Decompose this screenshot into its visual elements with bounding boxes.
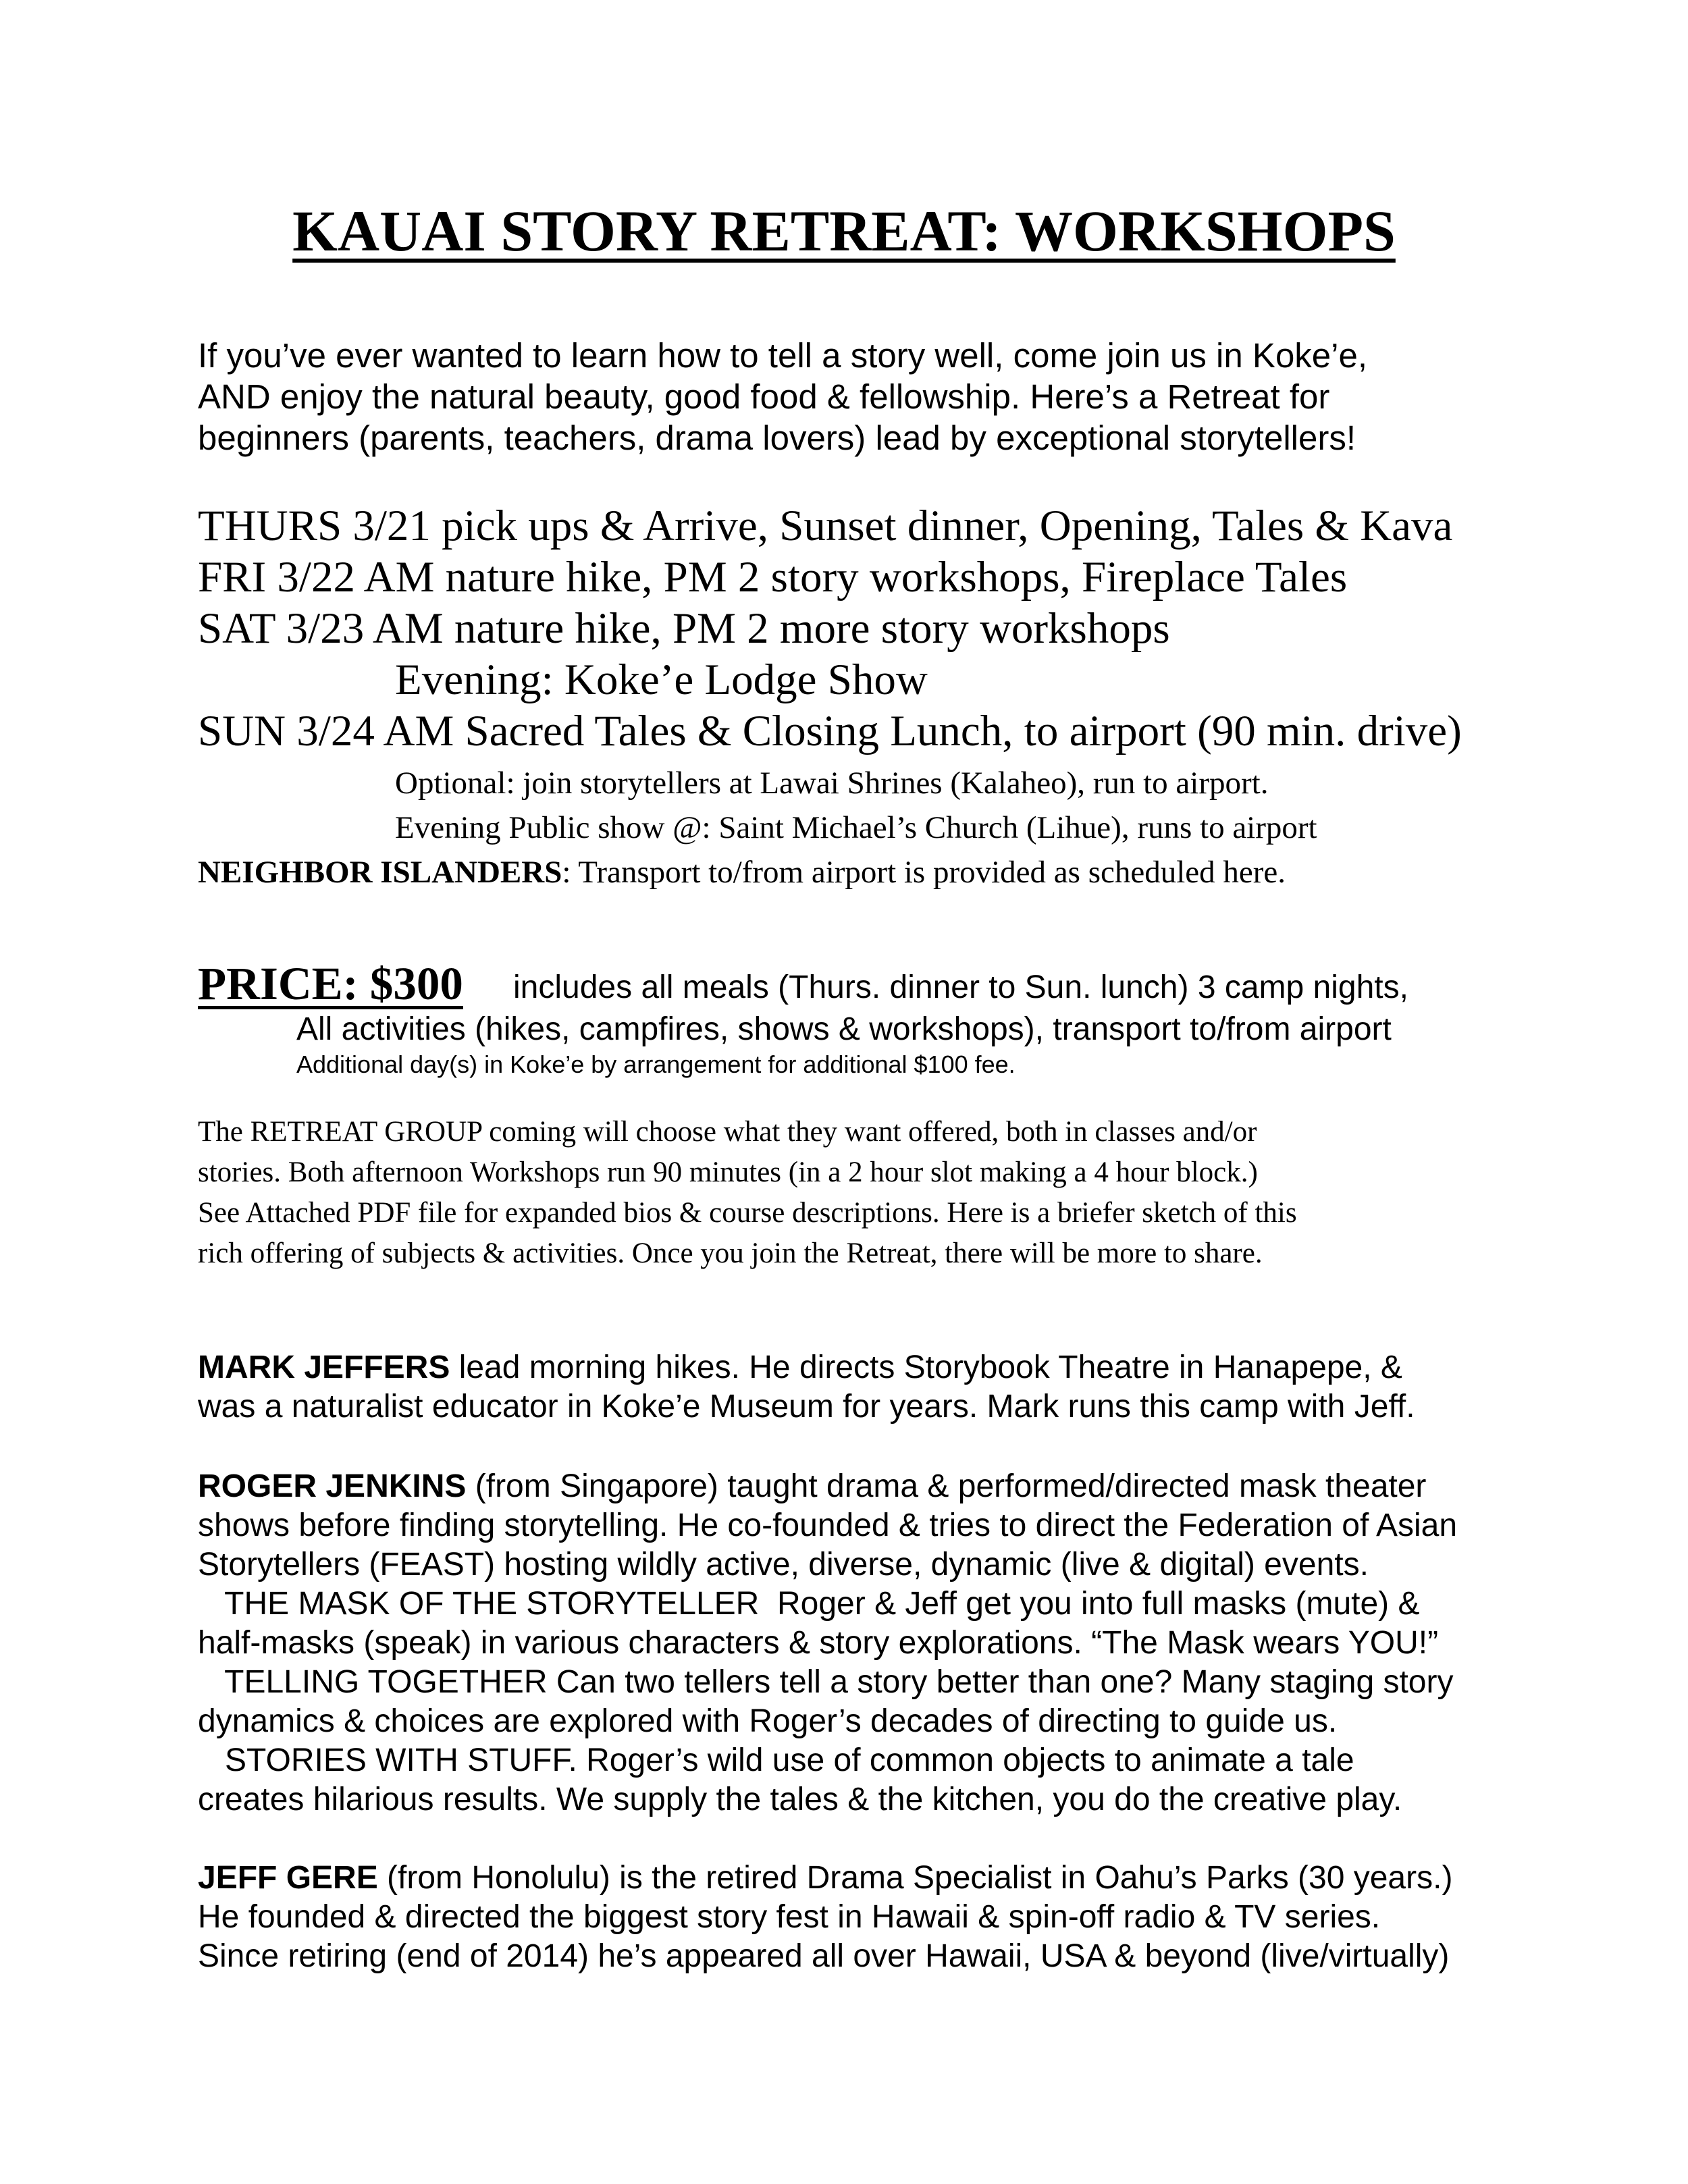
bio-roger-line: Storytellers (FEAST) hosting wildly active, diverse, dynamic (live & digital) events. — [198, 1547, 1369, 1582]
bio-jeff-line: JEFF GERE (from Honolulu) is the retired Drama Specialist in Oahu’s Parks (30 years.) — [198, 1860, 1453, 1896]
bio-mark-line: MARK JEFFERS lead morning hikes. He directs Storybook Theatre in Hanapepe, & — [198, 1350, 1402, 1385]
intro-line: beginners (parents, teachers, drama lovers) lead by exceptional storytellers! — [198, 419, 1356, 457]
group-paragraph-line: stories. Both afternoon Workshops run 90 minutes (in a 2 hour slot making a 4 hour block.) — [198, 1156, 1258, 1188]
bio-roger-name: ROGER JENKINS — [198, 1468, 467, 1504]
neighbor-islanders-text: : Transport to/from airport is provided as scheduled here. — [562, 855, 1286, 890]
schedule-sunday: SUN 3/24 AM Sacred Tales & Closing Lunch, to airport (90 min. drive) — [198, 707, 1462, 755]
group-paragraph-line: The RETREAT GROUP coming will choose what they want offered, both in classes and/or — [198, 1116, 1257, 1148]
price-includes-line: includes all meals (Thurs. dinner to Sun. lunch) 3 camp nights, — [513, 969, 1408, 1005]
bio-jeff-name: JEFF GERE — [198, 1860, 378, 1896]
group-paragraph-line: rich offering of subjects & activities. Once you join the Retreat, there will be more to share. — [198, 1237, 1263, 1269]
bio-roger-line: dynamics & choices are explored with Roger’s decades of directing to guide us. — [198, 1703, 1338, 1739]
schedule-saturday: SAT 3/23 AM nature hike, PM 2 more story workshops — [198, 604, 1170, 653]
group-paragraph-line: See Attached PDF file for expanded bios & course descriptions. Here is a briefer sketch of this — [198, 1197, 1297, 1229]
bio-roger-line: THE MASK OF THE STORYTELLER Roger & Jeff get you into full masks (mute) & — [198, 1586, 1420, 1622]
bio-roger-line: ROGER JENKINS (from Singapore) taught drama & performed/directed mask theater — [198, 1468, 1427, 1504]
price-activities-line: All activities (hikes, campfires, shows & workshops), transport to/from airport — [296, 1011, 1392, 1047]
bio-roger-line: half-masks (speak) in various characters & story explorations. “The Mask wears YOU!” — [198, 1625, 1439, 1661]
schedule-friday: FRI 3/22 AM nature hike, PM 2 story workshops, Fireplace Tales — [198, 553, 1348, 602]
bio-roger-line: TELLING TOGETHER Can two tellers tell a story better than one? Many staging story — [198, 1664, 1454, 1700]
neighbor-islanders-label: NEIGHBOR ISLANDERS — [198, 855, 562, 890]
schedule-sunday-evening: Evening Public show @: Saint Michael’s Church (Lihue), runs to airport — [395, 810, 1317, 845]
neighbor-islanders-note — [198, 854, 1286, 890]
bio-mark-name: MARK JEFFERS — [198, 1350, 450, 1385]
bio-roger-line: shows before finding storytelling. He co-founded & tries to direct the Federation of Asian — [198, 1508, 1458, 1543]
bio-jeff-line: Since retiring (end of 2014) he’s appeared all over Hawaii, USA & beyond (live/virtually) — [198, 1938, 1450, 1974]
intro-line: If you’ve ever wanted to learn how to tell a story well, come join us in Koke’e, — [198, 336, 1368, 375]
schedule-thursday: THURS 3/21 pick ups & Arrive, Sunset dinner, Opening, Tales & Kava — [198, 502, 1453, 550]
price-label: PRICE: $300 — [198, 958, 463, 1009]
schedule-saturday-evening: Evening: Koke’e Lodge Show — [395, 656, 928, 704]
bio-roger-line: STORIES WITH STUFF. Roger’s wild use of common objects to animate a tale — [198, 1742, 1354, 1778]
intro-line: AND enjoy the natural beauty, good food & fellowship. Here’s a Retreat for — [198, 377, 1330, 416]
bio-roger-line: creates hilarious results. We supply the tales & the kitchen, you do the creative play. — [198, 1782, 1402, 1817]
bio-jeff-line: He founded & directed the biggest story fest in Hawaii & spin-off radio & TV series. — [198, 1899, 1381, 1935]
bio-mark-line: was a naturalist educator in Koke’e Museum for years. Mark runs this camp with Jeff. — [198, 1389, 1415, 1424]
document-title: KAUAI STORY RETREAT: WORKSHOPS — [292, 198, 1396, 263]
schedule-sunday-optional: Optional: join storytellers at Lawai Shrines (Kalaheo), run to airport. — [395, 766, 1269, 801]
price-additional-note: Additional day(s) in Koke’e by arrangement for additional $100 fee. — [296, 1050, 1016, 1078]
